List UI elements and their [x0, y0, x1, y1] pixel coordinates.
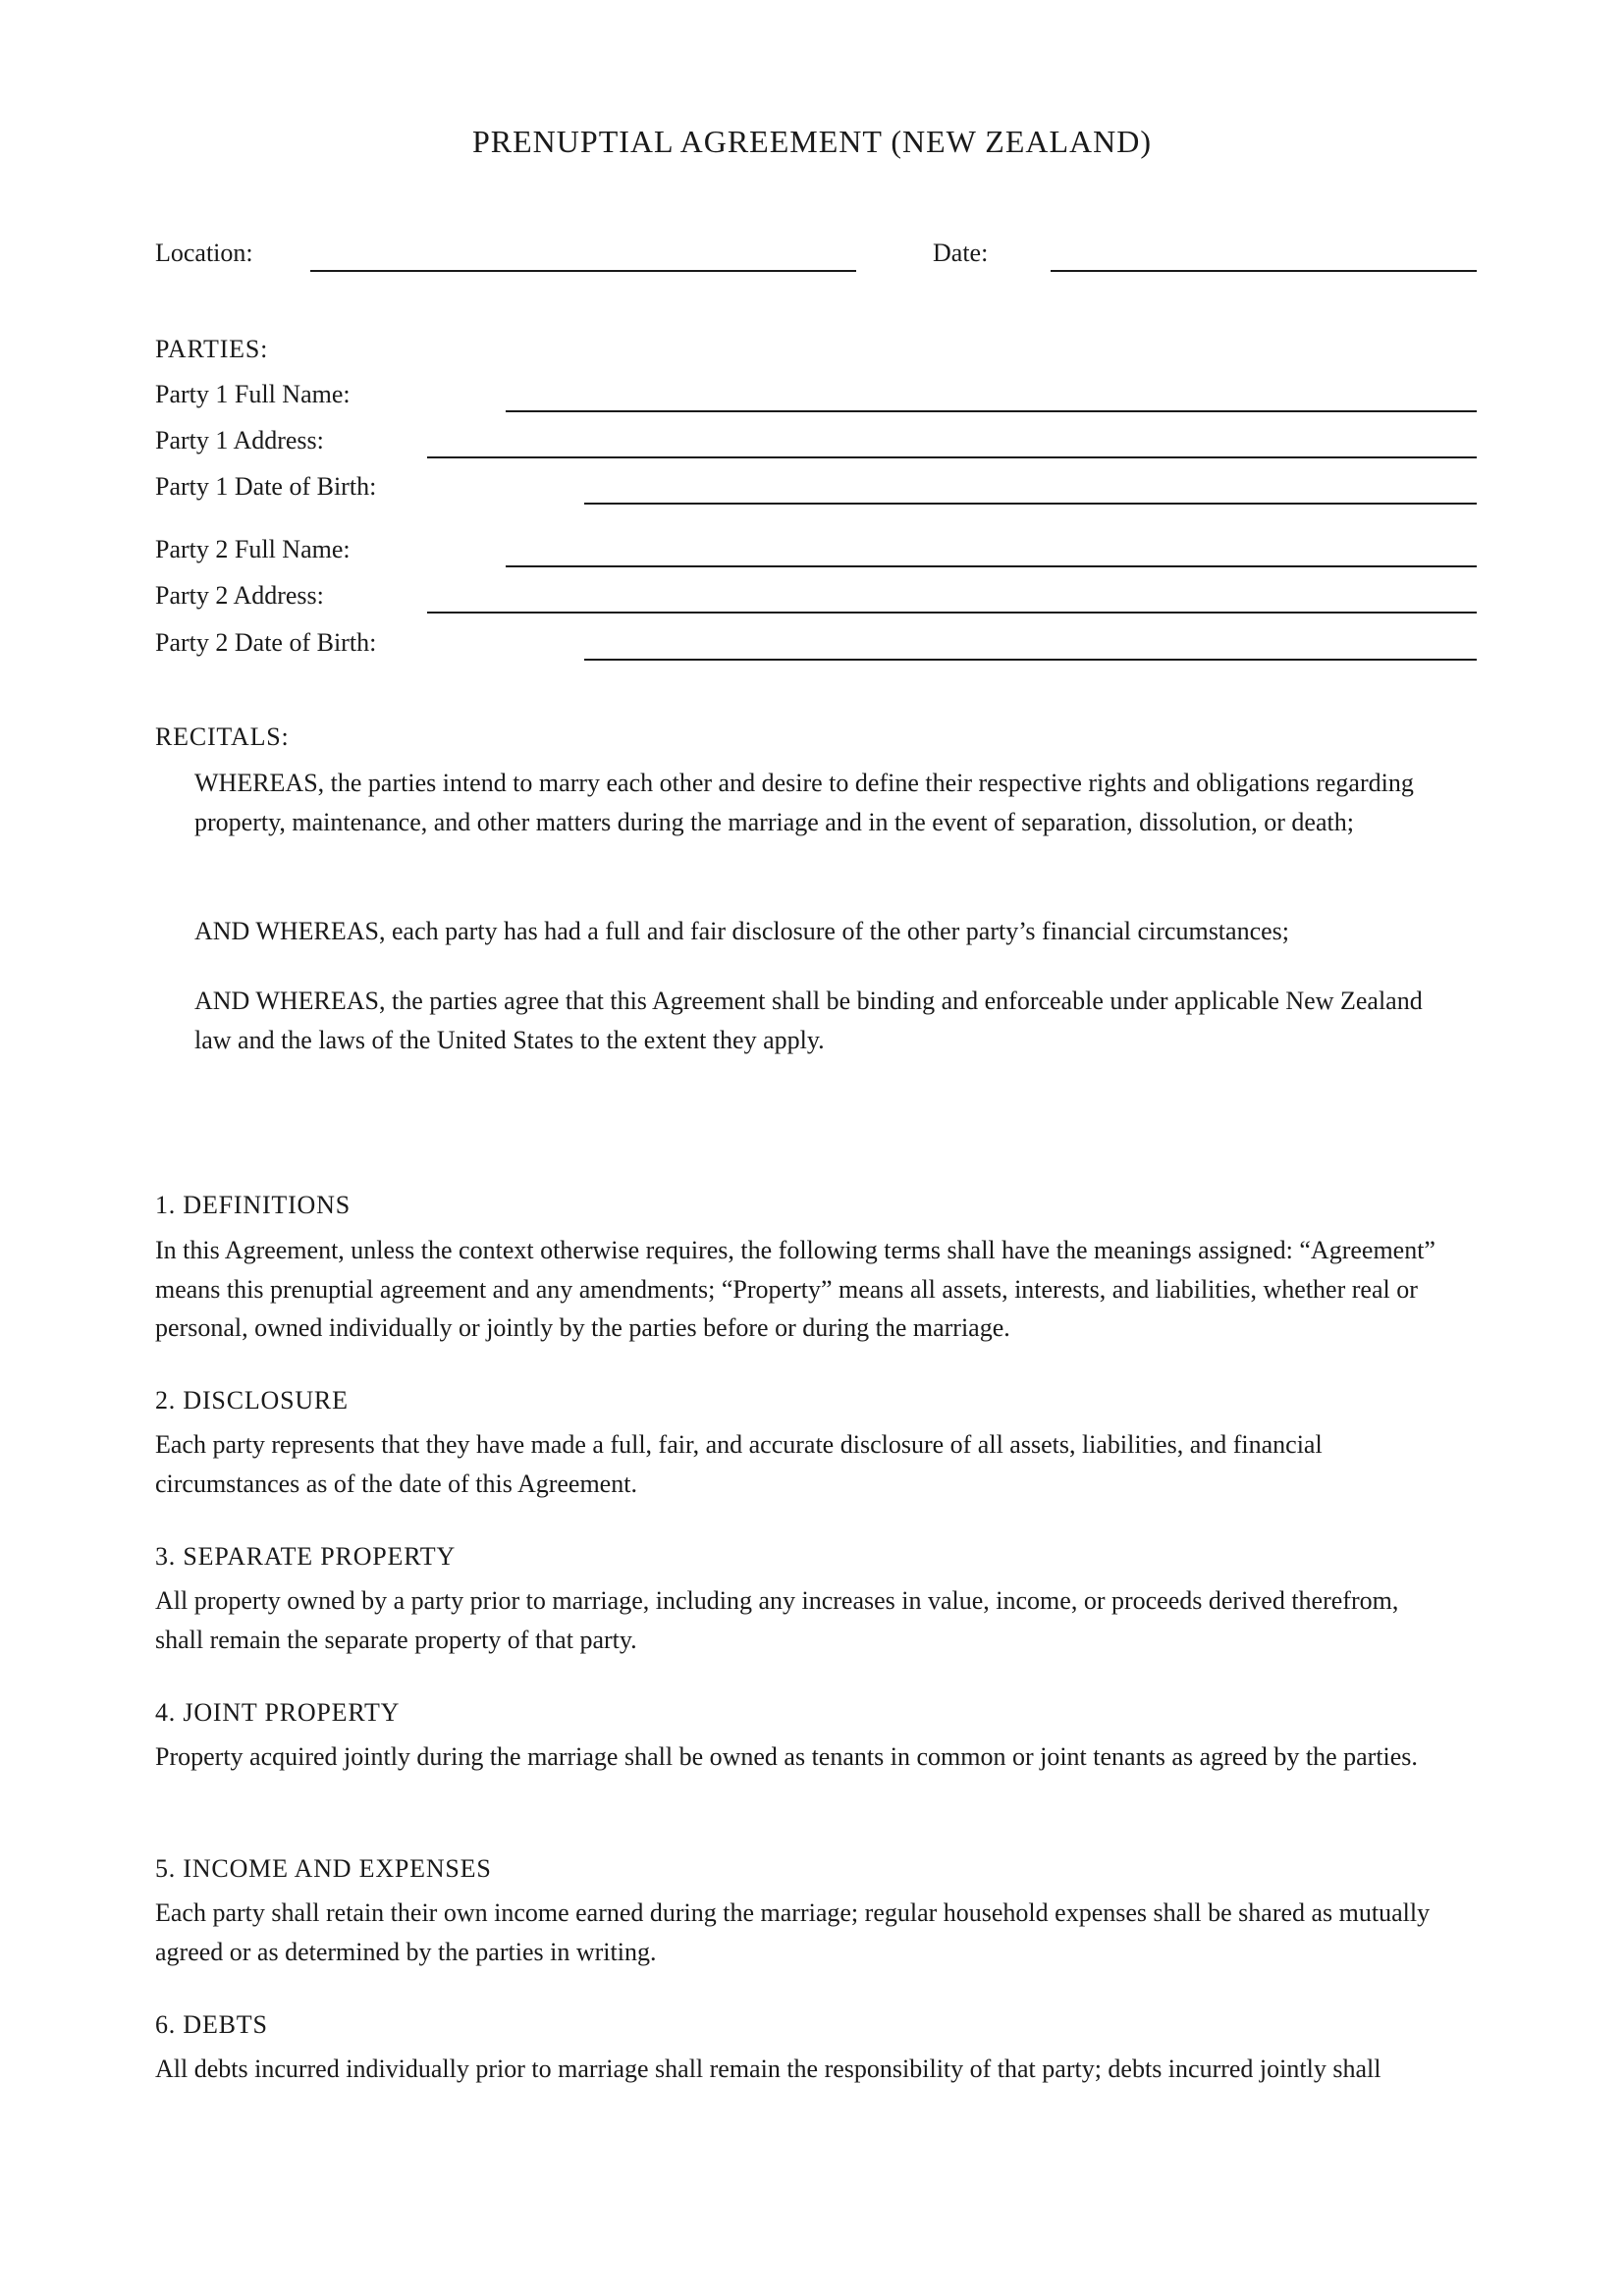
section-heading-definitions: 1. DEFINITIONS — [155, 1191, 351, 1219]
section-heading-disclosure: 2. DISCLOSURE — [155, 1386, 349, 1415]
section-body-joint-property: Property acquired jointly during the marriage shall be owned as tenants in common or joint tenants as agreed by the parties. — [155, 1742, 1418, 1771]
party2-address-field[interactable] — [427, 612, 1477, 614]
party1-address-label: Party 1 Address: — [155, 426, 324, 454]
section-body-debts: All debts incurred individually prior to marriage shall remain the responsibility of that party; debts incurred jointly shall — [155, 2055, 1381, 2083]
party1-address-field[interactable] — [427, 456, 1477, 458]
party1-dob-label: Party 1 Date of Birth: — [155, 472, 377, 501]
party1-dob-field[interactable] — [584, 503, 1477, 505]
section-heading-debts: 6. DEBTS — [155, 2010, 268, 2039]
date-field[interactable] — [1051, 270, 1477, 272]
section-body-disclosure: Each party represents that they have made a full, fair, and accurate disclosure of all assets, liabilities, and financial circumstances as of the date of this Agreement. — [155, 1430, 1323, 1498]
location-field[interactable] — [310, 270, 856, 272]
section-body-definitions: In this Agreement, unless the context otherwise requires, the following terms shall have the meanings assigned: “Agreement” means this prenuptial agreement and any amendments; “Property” means all assets, interests, and liabilities, whether real or personal, owned individually or jointly by the parties before or during the marriage. — [155, 1236, 1435, 1342]
section-body-separate-property: All property owned by a party prior to marriage, including any increases in value, income, or proceeds derived therefrom, shall remain the separate property of that party. — [155, 1586, 1399, 1654]
document-title: PRENUPTIAL AGREEMENT (NEW ZEALAND) — [471, 124, 1152, 159]
party1-name-field[interactable] — [506, 410, 1477, 412]
party2-address-label: Party 2 Address: — [155, 581, 324, 610]
recitals-heading: RECITALS: — [155, 722, 290, 751]
parties-heading: PARTIES: — [155, 335, 269, 363]
party2-dob-label: Party 2 Date of Birth: — [155, 628, 377, 657]
date-label: Date: — [933, 239, 989, 267]
recital-paragraph: AND WHEREAS, the parties agree that this Agreement shall be binding and enforceable under applicable New Zealand law and the laws of the United States to the extent they apply. — [194, 987, 1423, 1054]
party1-name-label: Party 1 Full Name: — [155, 380, 351, 408]
section-heading-income-expenses: 5. INCOME AND EXPENSES — [155, 1854, 492, 1883]
section-heading-joint-property: 4. JOINT PROPERTY — [155, 1698, 401, 1727]
party2-dob-field[interactable] — [584, 659, 1477, 661]
party2-name-label: Party 2 Full Name: — [155, 535, 351, 563]
recital-paragraph: WHEREAS, the parties intend to marry each other and desire to define their respective rights and obligations regarding property, maintenance, and other matters during the marriage and in the event of separation, dissolution, or death; — [194, 769, 1414, 836]
recital-paragraph: AND WHEREAS, each party has had a full and fair disclosure of the other party’s financial circumstances; — [194, 917, 1289, 945]
location-label: Location: — [155, 239, 253, 267]
party2-name-field[interactable] — [506, 565, 1477, 567]
section-body-income-expenses: Each party shall retain their own income earned during the marriage; regular household expenses shall be shared as mutually agreed or as determined by the parties in writing. — [155, 1898, 1431, 1966]
section-heading-separate-property: 3. SEPARATE PROPERTY — [155, 1542, 457, 1571]
